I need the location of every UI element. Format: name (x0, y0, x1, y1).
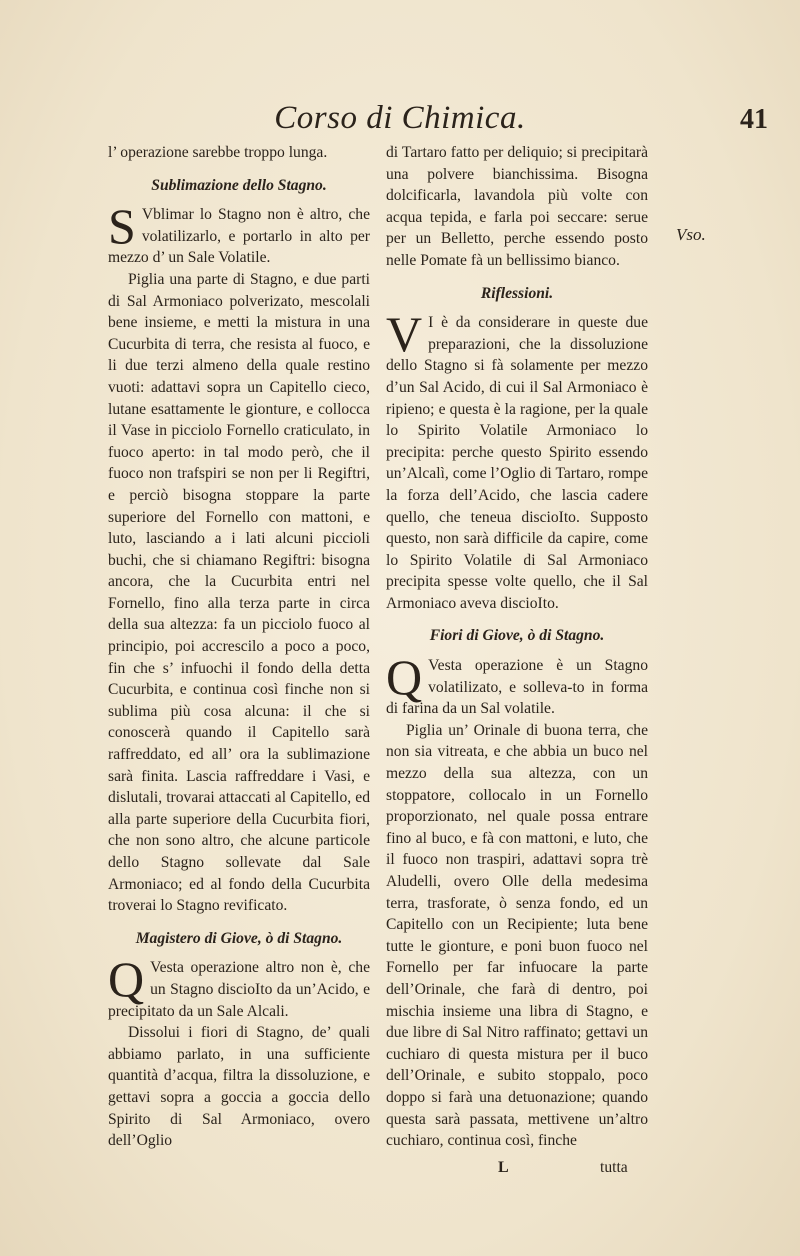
page-number: 41 (740, 104, 768, 135)
right-column (386, 142, 648, 1152)
drop-cap: S (108, 198, 136, 255)
paragraph (386, 649, 648, 720)
paragraph-text: Vesta operazione altro non è, che un Stagno discioIto da un’Acido, e precipitato da un Sale Alcali. (108, 959, 370, 1020)
section-heading: Fiori di Giove, ò di Stagno. (429, 627, 605, 645)
paragraph: Dissolui i fiori di Stagno, de’ quali abbiamo parlato, in una sufficiente quantità d’acqua, filtra la dissoluzione, e gettavi sopra a goccia a goccia dello Spirito di Sal Armoniaco, overo dell’Oglio (108, 1024, 370, 1150)
paragraph (108, 198, 370, 269)
drop-cap: Q (386, 649, 423, 706)
paragraph: di Tartaro fatto per deliquio; si precipitarà una polvere bianchissima. Bisogna dolcificarla, lavandola più volte con acqua tepida, e farla poi seccare: serue per un Belletto, perche essendo posto nelle Pomate fà un bellissimo bianco. (386, 144, 648, 269)
paragraph (386, 306, 648, 614)
paragraph-text: Vblimar lo Stagno non è altro, che volatilizarlo, e portarlo in alto per mezzo d’ un Sale Volatile. (108, 206, 370, 267)
section-heading: Sublimazione dello Stagno. (151, 176, 327, 194)
paragraph: l’ operazione sarebbe troppo lunga. (108, 144, 328, 161)
drop-cap: Q (108, 951, 145, 1008)
paragraph: Piglia una parte di Stagno, e due parti di Sal Armoniaco polverizato, mescolali bene insieme, e metti la mistura in una Cucurbita di terra, che resista al fuoco, e li due terzi almeno della quale restino vuoti: adattavi sopra un Capitello cieco, lutane esattamente le gionture, e collocca il Vase in picciolo Fornello craticulato, in fuoco aperto: in tal modo però, che il fuoco non trafspiri se non per li Regiftri, e perciò bisogna stoppare la parte superiore del Fornello con mattoni, e luto, lasciando a i lati alcuni piccioli buchi, che si chiamano Regiftri: bisogna ancora, che la Cucurbita entri nel Fornello, fino alla terza parte in circa della sua altezza: fa un picciolo fuoco al principio, poi accrescilo a poco a poco, fin che s’ infuochi il fondo della detta Cucurbita, e continua così finche non si sublima più cosa alcuna: il che si conoscerà quando il Capitello sarà raffreddato, ed all’ ora la sublimazione sarà finita. Lascia raffreddare i Vasi, e dislutali, trovarai attaccati al Capitello, ed alla parte superiore della Cucurbita fiori, che non sono altro, che alcune particole dello Stagno sollevate dal Sale Armoniaco; ed al fondo della Cucurbita troverai lo Stagno revificato. (108, 270, 370, 915)
drop-cap: V (386, 306, 423, 363)
paragraph-text: I è da considerare in queste due preparazioni, che la dissoluzione dello Stagno si fà solamente per mezzo d’un Sal Acido, di cui il Sal Armoniaco è ripieno; e questa è la ragione, per la quale lo Spirito Volatile Armoniaco lo precipita: perche questo Spirito essendo un’Alcalì, come l’Oglio di Tartaro, rompe la forza dell’Acido, che lascia cadere quello, che teneua discioIto. Supposto questo, non sarà difficile da capire, come lo Spirito Volatile di Sal Armoniaco precipita spesse volte quello, che il Sal Armoniaco aveva discioIto. (386, 314, 648, 612)
paragraph-text: Vesta operazione è un Stagno volatilizato, e solleva-to in forma di farina da un Sal volatile. (386, 657, 648, 718)
section-heading: Riflessioni. (480, 284, 554, 302)
margin-note: Vso. (676, 225, 706, 244)
running-title: Corso di Chimica. (274, 100, 526, 136)
section-heading: Magistero di Giove, ò di Stagno. (135, 929, 343, 947)
left-column (108, 142, 370, 1152)
paragraph: Piglia un’ Orinale di buona terra, che non sia vitreata, e che abbia un buco nel mezzo della sua altezza, con un stoppatore, collocalo in un Fornello proporzionato, nel quale possa entrare fino al buco, e fà con mattoni, e luto, che il fuoco non traspiri, adattavi sopra trè Aludelli, overo Olle della medesima terra, trasforate, ò senza fondo, ed un Capitello con un Recipiente; luta bene tutte le gionture, e poni buon fuoco nel Fornello per far infuocare la parte dell’Orinale, che farà di dentro, poi mischia insieme una libra di Stagno, e due libre di Sal Nitro raffinato; gettavi un cuchiaro di questa mistura per il buco dell’Orinale, e subito stoppalo, poco doppo si farà una detuonazione; quando questa sarà passata, mettivene un’altro cuchiaro, continua così, finche (386, 721, 648, 1150)
signature-mark: L (498, 1159, 509, 1176)
catchword: tutta (600, 1159, 628, 1176)
paragraph (108, 951, 370, 1022)
